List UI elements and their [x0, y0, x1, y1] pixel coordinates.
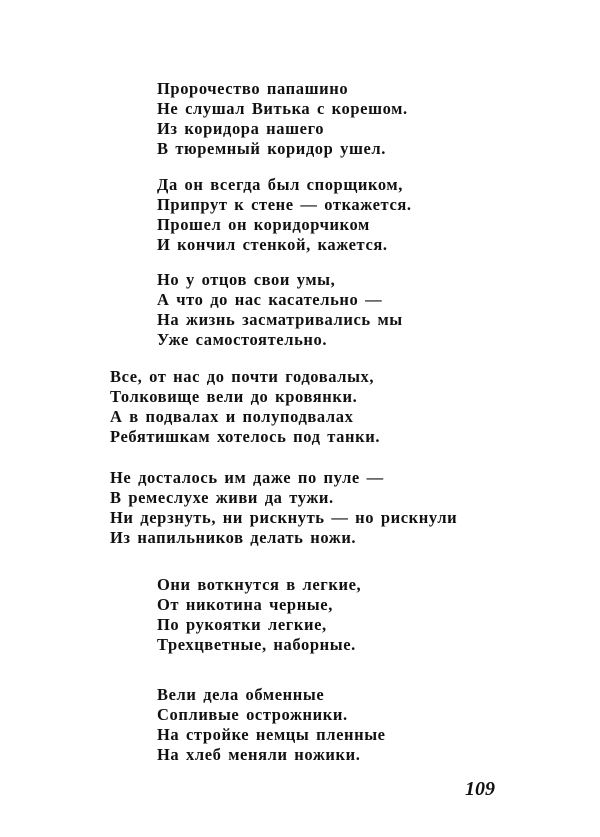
verse-line: Припрут к стене — откажется. — [157, 195, 412, 214]
stanza-5 — [110, 468, 457, 548]
verse-line: Трехцветные, наборные. — [157, 635, 356, 654]
verse-line: На хлеб меняли ножики. — [157, 745, 361, 764]
verse-line: Пророчество папашино — [157, 79, 349, 98]
verse-line: Сопливые острожники. — [157, 705, 348, 724]
verse-line: На жизнь засматривались мы — [157, 310, 403, 329]
stanza-7 — [157, 685, 386, 765]
verse-line: В ремеслухе живи да тужи. — [110, 488, 334, 507]
stanza-3 — [157, 270, 403, 350]
verse-line: От никотина черные, — [157, 595, 333, 614]
verse-line: Из напильников делать ножи. — [110, 528, 357, 547]
verse-line: Не досталось им даже по пуле — — [110, 468, 384, 487]
verse-line: Ребятишкам хотелось под танки. — [110, 427, 381, 446]
verse-line: Уже самостоятельно. — [157, 330, 328, 349]
verse-line: Не слушал Витька с корешом. — [157, 99, 408, 118]
verse-line: Все, от нас до почти годовалых, — [110, 367, 375, 386]
verse-line: Из коридора нашего — [157, 119, 325, 138]
verse-line: А что до нас касательно — — [157, 290, 383, 309]
verse-line: Толковище вели до кровянки. — [110, 387, 358, 406]
verse-line: А в подвалах и полуподвалах — [110, 407, 354, 426]
verse-line: И кончил стенкой, кажется. — [157, 235, 388, 254]
stanza-4 — [110, 367, 380, 447]
verse-line: Ни дерзнуть, ни рискнуть — но рискнули — [110, 508, 458, 527]
page-number: 109 — [465, 778, 495, 800]
verse-line: По рукоятки легкие, — [157, 615, 327, 634]
verse-line: Прошел он коридорчиком — [157, 215, 370, 234]
stanza-2 — [157, 175, 412, 255]
verse-line: Да он всегда был спорщиком, — [157, 175, 403, 194]
verse-line: В тюремный коридор ушел. — [157, 139, 387, 158]
verse-line: Вели дела обменные — [157, 685, 325, 704]
verse-line: Но у отцов свои умы, — [157, 270, 336, 289]
verse-line: На стройке немцы пленные — [157, 725, 386, 744]
stanza-6 — [157, 575, 361, 655]
verse-line: Они воткнутся в легкие, — [157, 575, 362, 594]
stanza-1 — [157, 79, 408, 159]
